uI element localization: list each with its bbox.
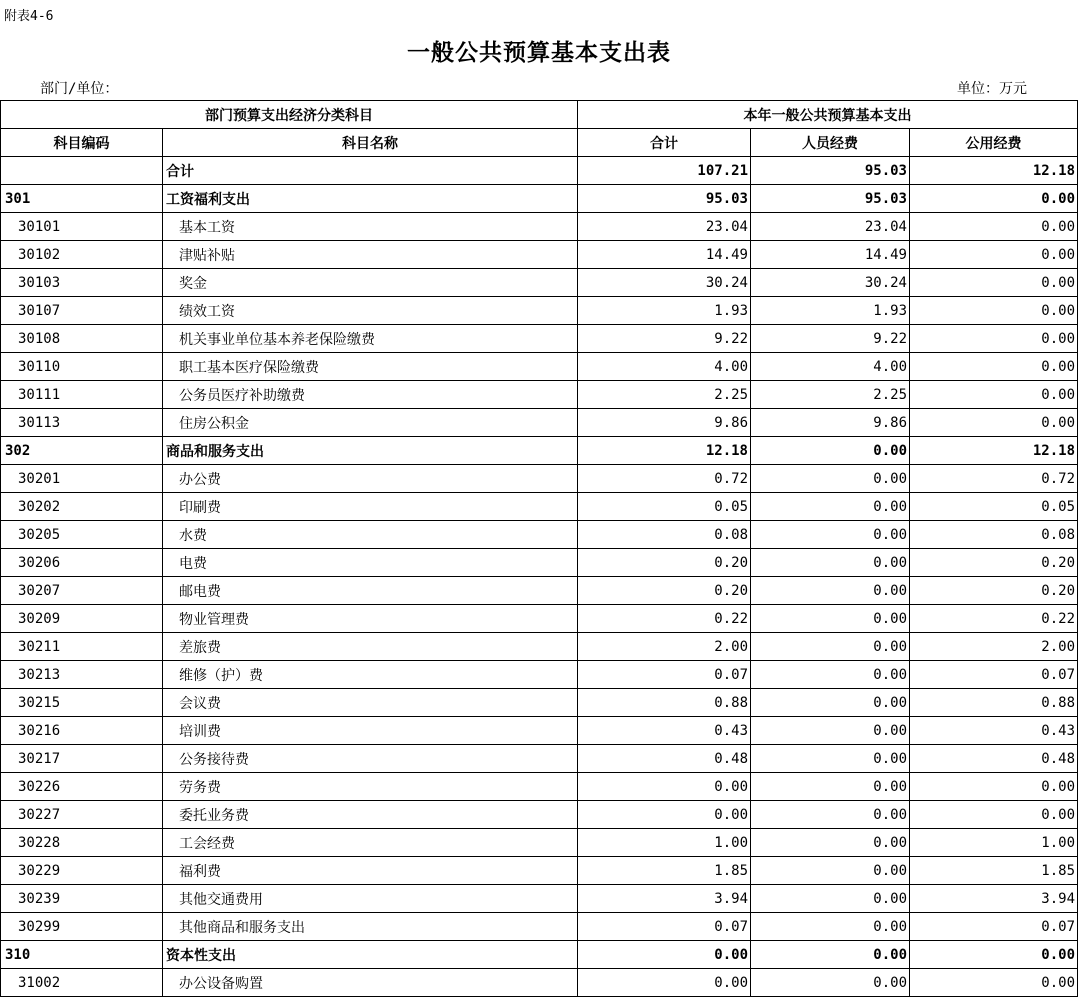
row-name: 办公费 (163, 465, 578, 493)
row-total: 95.03 (578, 185, 751, 213)
row-code: 30226 (1, 773, 163, 801)
row-code: 30216 (1, 717, 163, 745)
row-name: 公务员医疗补助缴费 (163, 381, 578, 409)
row-code: 30107 (1, 297, 163, 325)
row-name: 合计 (163, 157, 578, 185)
row-code: 302 (1, 437, 163, 465)
row-total: 0.07 (578, 661, 751, 689)
row-code: 30113 (1, 409, 163, 437)
row-total: 0.20 (578, 549, 751, 577)
table-row (1, 521, 1078, 549)
row-total: 0.00 (578, 773, 751, 801)
row-public: 1.00 (910, 829, 1078, 857)
table-row (1, 185, 1078, 213)
row-name: 津贴补贴 (163, 241, 578, 269)
row-code: 30229 (1, 857, 163, 885)
row-total: 3.94 (578, 885, 751, 913)
row-personnel: 0.00 (751, 493, 910, 521)
row-total: 14.49 (578, 241, 751, 269)
row-personnel: 95.03 (751, 157, 910, 185)
row-public: 0.72 (910, 465, 1078, 493)
table-row (1, 325, 1078, 353)
row-personnel: 0.00 (751, 969, 910, 997)
row-code: 30299 (1, 913, 163, 941)
table-row (1, 633, 1078, 661)
table-row (1, 549, 1078, 577)
row-personnel: 0.00 (751, 549, 910, 577)
table-row (1, 941, 1078, 969)
row-name: 邮电费 (163, 577, 578, 605)
table-row (1, 297, 1078, 325)
row-personnel: 0.00 (751, 605, 910, 633)
row-personnel: 0.00 (751, 717, 910, 745)
row-name: 差旅费 (163, 633, 578, 661)
row-name: 其他商品和服务支出 (163, 913, 578, 941)
row-code: 30111 (1, 381, 163, 409)
row-personnel: 0.00 (751, 773, 910, 801)
row-total: 0.20 (578, 577, 751, 605)
row-public: 0.05 (910, 493, 1078, 521)
budget-table (0, 100, 1078, 997)
row-total: 9.22 (578, 325, 751, 353)
row-personnel: 30.24 (751, 269, 910, 297)
annex-label: 附表4-6 (4, 9, 54, 24)
row-total: 1.00 (578, 829, 751, 857)
row-name: 委托业务费 (163, 801, 578, 829)
row-public: 0.22 (910, 605, 1078, 633)
row-code: 31002 (1, 969, 163, 997)
department-label: 部门/单位： (40, 81, 119, 97)
row-code: 30207 (1, 577, 163, 605)
row-name: 基本工资 (163, 213, 578, 241)
row-name: 培训费 (163, 717, 578, 745)
header-column-row (1, 129, 1078, 157)
row-public: 0.00 (910, 773, 1078, 801)
row-code: 30209 (1, 605, 163, 633)
row-name: 工会经费 (163, 829, 578, 857)
table-row (1, 437, 1078, 465)
row-public: 3.94 (910, 885, 1078, 913)
row-name: 福利费 (163, 857, 578, 885)
table-row (1, 353, 1078, 381)
table-row (1, 773, 1078, 801)
row-code: 301 (1, 185, 163, 213)
table-row (1, 745, 1078, 773)
row-name: 住房公积金 (163, 409, 578, 437)
row-public: 12.18 (910, 157, 1078, 185)
row-personnel: 1.93 (751, 297, 910, 325)
row-public: 0.48 (910, 745, 1078, 773)
row-code: 30101 (1, 213, 163, 241)
row-public: 0.43 (910, 717, 1078, 745)
row-personnel: 4.00 (751, 353, 910, 381)
row-code: 30206 (1, 549, 163, 577)
table-row (1, 241, 1078, 269)
table-row (1, 829, 1078, 857)
row-personnel: 0.00 (751, 941, 910, 969)
row-name: 绩效工资 (163, 297, 578, 325)
row-total: 0.22 (578, 605, 751, 633)
row-code: 30228 (1, 829, 163, 857)
header-basic-expenditure: 本年一般公共预算基本支出 (578, 101, 1078, 129)
table-row (1, 465, 1078, 493)
table-row (1, 493, 1078, 521)
row-public: 0.08 (910, 521, 1078, 549)
row-code: 30103 (1, 269, 163, 297)
row-personnel: 0.00 (751, 437, 910, 465)
row-public: 0.00 (910, 381, 1078, 409)
row-personnel: 14.49 (751, 241, 910, 269)
row-public: 0.07 (910, 913, 1078, 941)
row-code: 30205 (1, 521, 163, 549)
row-total: 0.88 (578, 689, 751, 717)
table-row (1, 157, 1078, 185)
row-public: 0.20 (910, 549, 1078, 577)
row-total: 0.00 (578, 801, 751, 829)
row-total: 12.18 (578, 437, 751, 465)
row-total: 0.48 (578, 745, 751, 773)
row-total: 0.43 (578, 717, 751, 745)
row-name: 物业管理费 (163, 605, 578, 633)
row-name: 商品和服务支出 (163, 437, 578, 465)
row-personnel: 9.22 (751, 325, 910, 353)
row-personnel: 95.03 (751, 185, 910, 213)
row-total: 30.24 (578, 269, 751, 297)
table-row (1, 605, 1078, 633)
table-row (1, 409, 1078, 437)
row-personnel: 0.00 (751, 885, 910, 913)
page-title: 一般公共预算基本支出表 (407, 40, 671, 66)
table-row (1, 913, 1078, 941)
header-code: 科目编码 (1, 129, 163, 157)
row-code: 30211 (1, 633, 163, 661)
row-name: 其他交通费用 (163, 885, 578, 913)
row-name: 奖金 (163, 269, 578, 297)
row-name: 机关事业单位基本养老保险缴费 (163, 325, 578, 353)
row-code: 30108 (1, 325, 163, 353)
header-name: 科目名称 (163, 129, 578, 157)
row-personnel: 0.00 (751, 661, 910, 689)
header-group-row (1, 101, 1078, 129)
row-personnel: 0.00 (751, 829, 910, 857)
row-total: 0.05 (578, 493, 751, 521)
row-name: 维修（护）费 (163, 661, 578, 689)
header-total: 合计 (578, 129, 751, 157)
row-name: 水费 (163, 521, 578, 549)
row-code: 30201 (1, 465, 163, 493)
table-row (1, 717, 1078, 745)
table-row (1, 801, 1078, 829)
row-total: 0.08 (578, 521, 751, 549)
row-public: 0.00 (910, 801, 1078, 829)
row-code: 30215 (1, 689, 163, 717)
row-public: 2.00 (910, 633, 1078, 661)
table-row (1, 213, 1078, 241)
row-personnel: 0.00 (751, 577, 910, 605)
row-name: 电费 (163, 549, 578, 577)
row-total: 2.00 (578, 633, 751, 661)
row-name: 公务接待费 (163, 745, 578, 773)
table-row (1, 577, 1078, 605)
header-personnel: 人员经费 (751, 129, 910, 157)
row-public: 0.07 (910, 661, 1078, 689)
row-total: 0.00 (578, 969, 751, 997)
row-name: 职工基本医疗保险缴费 (163, 353, 578, 381)
unit-label: 单位：万元 (957, 81, 1027, 97)
row-public: 0.00 (910, 325, 1078, 353)
row-public: 0.00 (910, 409, 1078, 437)
table-body (1, 157, 1078, 997)
row-personnel: 0.00 (751, 745, 910, 773)
row-personnel: 9.86 (751, 409, 910, 437)
row-public: 1.85 (910, 857, 1078, 885)
table-row (1, 857, 1078, 885)
row-personnel: 0.00 (751, 465, 910, 493)
row-name: 办公设备购置 (163, 969, 578, 997)
row-name: 会议费 (163, 689, 578, 717)
row-code: 30202 (1, 493, 163, 521)
row-public: 0.20 (910, 577, 1078, 605)
row-code: 30110 (1, 353, 163, 381)
row-total: 107.21 (578, 157, 751, 185)
row-public: 0.00 (910, 297, 1078, 325)
row-code: 310 (1, 941, 163, 969)
row-total: 1.93 (578, 297, 751, 325)
row-personnel: 0.00 (751, 913, 910, 941)
row-public: 0.00 (910, 241, 1078, 269)
row-public: 0.00 (910, 353, 1078, 381)
header-public: 公用经费 (910, 129, 1078, 157)
row-public: 0.00 (910, 185, 1078, 213)
table-row (1, 969, 1078, 997)
row-public: 12.18 (910, 437, 1078, 465)
row-personnel: 2.25 (751, 381, 910, 409)
row-name: 印刷费 (163, 493, 578, 521)
row-name: 劳务费 (163, 773, 578, 801)
row-total: 23.04 (578, 213, 751, 241)
row-total: 1.85 (578, 857, 751, 885)
row-total: 0.00 (578, 941, 751, 969)
row-personnel: 0.00 (751, 633, 910, 661)
row-public: 0.00 (910, 269, 1078, 297)
table-row (1, 689, 1078, 717)
row-code (1, 157, 163, 185)
table-row (1, 381, 1078, 409)
row-total: 4.00 (578, 353, 751, 381)
row-code: 30227 (1, 801, 163, 829)
row-total: 9.86 (578, 409, 751, 437)
row-personnel: 0.00 (751, 857, 910, 885)
row-total: 2.25 (578, 381, 751, 409)
row-total: 0.07 (578, 913, 751, 941)
row-personnel: 0.00 (751, 801, 910, 829)
row-name: 资本性支出 (163, 941, 578, 969)
row-code: 30239 (1, 885, 163, 913)
row-name: 工资福利支出 (163, 185, 578, 213)
row-public: 0.00 (910, 213, 1078, 241)
row-code: 30102 (1, 241, 163, 269)
table-row (1, 269, 1078, 297)
table-row (1, 661, 1078, 689)
row-code: 30213 (1, 661, 163, 689)
row-code: 30217 (1, 745, 163, 773)
row-public: 0.00 (910, 969, 1078, 997)
row-total: 0.72 (578, 465, 751, 493)
row-public: 0.00 (910, 941, 1078, 969)
row-personnel: 0.00 (751, 521, 910, 549)
row-public: 0.88 (910, 689, 1078, 717)
header-economic-classification: 部门预算支出经济分类科目 (1, 101, 578, 129)
table-row (1, 885, 1078, 913)
row-personnel: 0.00 (751, 689, 910, 717)
row-personnel: 23.04 (751, 213, 910, 241)
